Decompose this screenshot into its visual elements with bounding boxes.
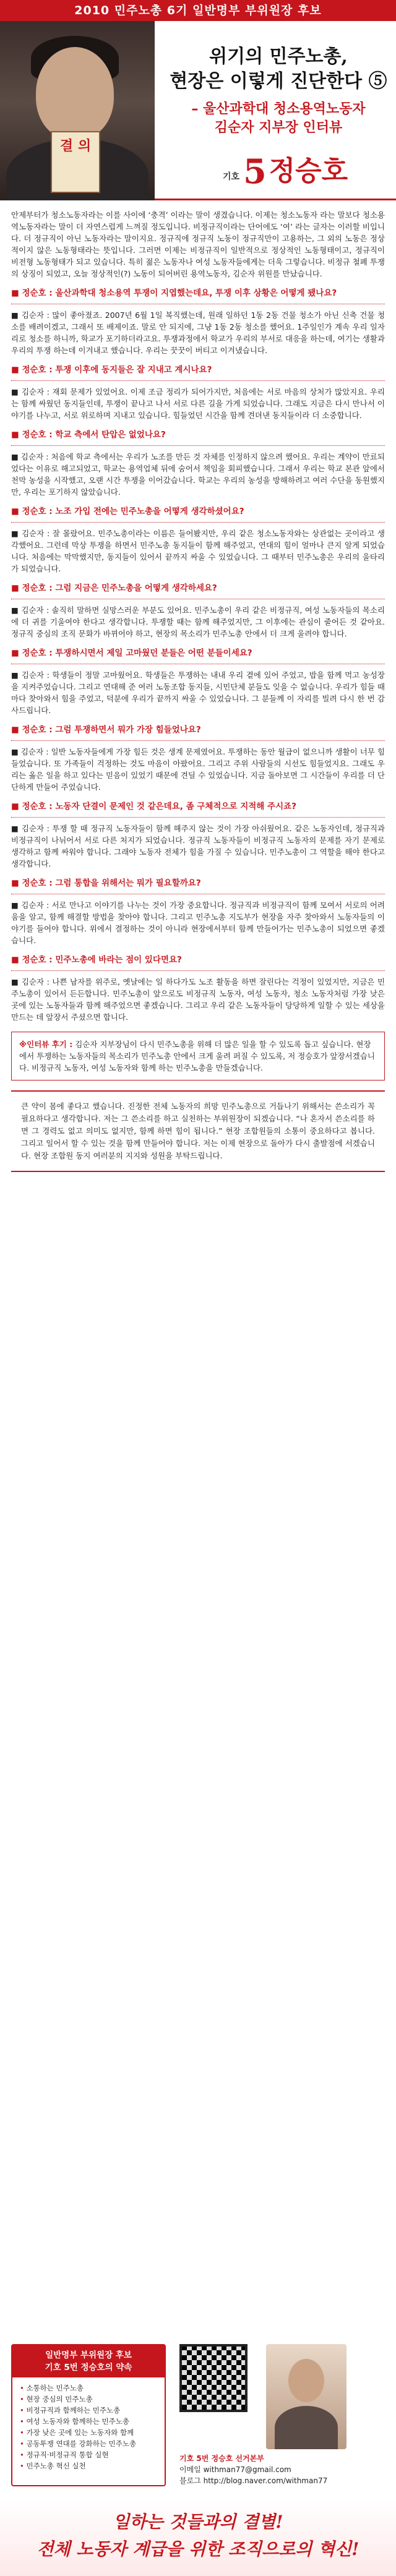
answer: ■ 김순자 : 재회 문제가 있었어요. 이제 조금 정리가 되어가지만, 처음에는 서로 마음의 상처가 많았지요. 우리는 함께 싸웠던 동지들인데, 투쟁이 끝나고 나서 서로 다른 길을 가게 되었습니다. 그래도 지금은 다시 만나서 이야기를 나누고, 서로 위로하며 지내고 있습니다. 힘들었던 시간을 함께 견뎌낸 동지들이라 더 소중합니다. — [11, 387, 385, 420]
candidate-label: 기호 — [223, 172, 240, 182]
answer: ■ 김순자 : 서로 만나고 이야기를 나누는 것이 가장 중요합니다. 정규직과 비정규직이 함께 모여서 서로의 어려움을 알고, 함께 해결할 방법을 찾아야 합니다. 그리고 민주노총 지도부가 현장을 자주 찾아와서 노동자들의 이야기를 들어야 합니다. 위에서 결정하는 것이 아니라 현장에서부터 함께 만들어가는 민주노총이 되었으면 좋겠습니다. — [11, 901, 385, 945]
divider — [11, 380, 385, 381]
candidate-name: 정승호 — [269, 155, 348, 187]
campaign-office: 기호 5번 정승호 선거본부 — [179, 2454, 264, 2463]
afterword-text: 김순자 지부장님이 다시 민주노총을 위해 더 많은 일을 할 수 있도록 돕고 싶습니다. 현장에서 투쟁하는 노동자들의 목소리가 민주노총 안에서 크게 울려 퍼질 수 있도록, 저 정승호가 앞장서겠습니다. 비정규직 노동자, 여성 노동자와 함께 하는 민주노총을 만들겠습니다. — [19, 1040, 375, 1072]
pledge-item: • 공동투쟁 연대를 강화하는 민주노총 — [20, 2438, 157, 2449]
candidate-portrait — [266, 2344, 346, 2449]
afterword-label: ※인터뷰 후기 : — [19, 1040, 73, 1049]
candidate-photo — [0, 21, 155, 200]
qa-item — [11, 582, 385, 640]
subtitle-line2: 김순자 지부장 인터뷰 — [214, 120, 343, 135]
portrait-body — [275, 2406, 338, 2449]
candidate-id — [223, 154, 348, 189]
pledge-item: • 현장 중심의 민주노총 — [20, 2394, 157, 2405]
pledge-heading — [12, 2345, 165, 2377]
answer: ■ 김순자 : 학생들이 정말 고마웠어요. 학생들은 투쟁하는 내내 우리 곁에 있어 주었고, 밥을 함께 먹고 농성장을 지켜주었습니다. 그리고 연대해 준 여러 노동조합 동지들, 시민단체 분들도 잊을 수 없습니다. 우리가 힘들 때마다 찾아와서 힘을 주었고, 덕분에 우리가 끝까지 싸울 수 있었습니다. 그 분들께 이 자리를 빌려 다시 한 번 감사드립니다. — [11, 670, 385, 715]
divider — [11, 445, 385, 446]
interview-afterword — [11, 1032, 385, 1080]
question: ■ 정순호 : 그럼 통합을 위해서는 뭐가 필요할까요? — [11, 878, 201, 888]
qa-item — [11, 287, 385, 356]
answer: ■ 김순자 : 솔직히 말하면 실망스러운 부분도 있어요. 민주노총이 우리 같은 비정규직, 여성 노동자들의 목소리에 더 귀를 기울여야 한다고 생각합니다. 투쟁할 때는 함께 해주었지만, 그 이후에는 관심이 줄어든 것 같아요. 정규직 중심의 조직 문화가 바뀌어야 하고, 현장의 목소리가 민주노총 안에서 더 크게 울려야 합니다. — [11, 605, 385, 638]
answer: ■ 김순자 : 잘 몰랐어요. 민주노총이라는 이름은 들어봤지만, 우리 같은 청소노동자와는 상관없는 곳이라고 생각했어요. 그런데 막상 투쟁을 하면서 민주노총 동지들이 함께 해주었고, 연대의 힘이 얼마나 큰지 알게 되었습니다. 처음에는 막막했지만, 동지들이 있어서 끝까지 싸울 수 있었습니다. 그 때부터 민주노총은 우리의 울타리가 되었습니다. — [11, 529, 385, 573]
email-link[interactable]: 이메일 withman77@gmail.com — [179, 2465, 291, 2474]
qa-item — [11, 954, 385, 1023]
title-line1: 위기의 민주노총, — [209, 46, 348, 67]
pledge-title-line1: 일반명부 부위원장 후보 — [45, 2350, 132, 2360]
pledge-item: • 정규직·비정규직 통합 실현 — [20, 2449, 157, 2460]
answer: ■ 김순자 : 일반 노동자들에게 가장 힘든 것은 생계 문제였어요. 투쟁하는 동안 월급이 없으니까 생활이 너무 힘들었습니다. 또 가족들이 걱정하는 것도 마음이 아팠어요. 그리고 주위 사람들의 시선도 힘들었지요. 그래도 우리는 옳은 일을 하고 있다는 믿음이 있었기 때문에 견딜 수 있었습니다. 지금 돌아보면 그 시간들이 우리를 더 단단하게 만들어 주었습니다. — [11, 747, 385, 792]
answer: ■ 김순자 : 투쟁 할 때 정규직 노동자들이 함께 해주지 않는 것이 가장 아쉬웠어요. 같은 노동자인데, 정규직과 비정규직이 나뉘어서 서로 다른 처지가 되었습니다. 정규직 노동자들이 비정규직 노동자의 문제를 자기 문제로 생각하고 함께 싸워야 합니다. 그래야 노동자 전체가 힘을 가질 수 있습니다. 민주노총이 그 역할을 해야 한다고 생각합니다. — [11, 824, 385, 868]
divider — [11, 740, 385, 741]
slogan-banner — [0, 2499, 396, 2576]
qa-item — [11, 724, 385, 793]
qa-item — [11, 647, 385, 716]
title-line2: 현장은 이렇게 진단한다 ⑤ — [170, 71, 387, 92]
pledge-item: • 여성 노동자와 함께하는 민주노총 — [20, 2416, 157, 2427]
pledge-item: • 비정규직과 함께하는 민주노총 — [20, 2405, 157, 2416]
question: ■ 정순호 : 투쟁하시면서 제일 고마웠던 분들은 어떤 분들이세요? — [11, 648, 252, 658]
question: ■ 정순호 : 민주노총에 바라는 점이 있다면요? — [11, 955, 182, 965]
slogan-line2: 전체 노동자 계급을 위한 조직으로의 혁신! — [37, 2539, 359, 2559]
slogan-line1: 일하는 것들과의 결별! — [113, 2512, 283, 2532]
contact-panel — [179, 2344, 384, 2486]
question: ■ 정순호 : 울산과학대 청소용역 투쟁이 지엽했는데요, 투쟁 이후 상황은 어떻게 됐나요? — [11, 288, 337, 298]
blog-link[interactable]: 블로그 http://blog.naver.com/withman77 — [179, 2476, 328, 2485]
question: ■ 정순호 : 노조 가입 전에는 민주노총을 어떻게 생각하셨어요? — [11, 507, 244, 516]
qa-item — [11, 800, 385, 870]
contact-info — [179, 2453, 384, 2486]
hero-title — [167, 45, 390, 137]
question: ■ 정순호 : 학교 측에서 탄압은 없었나요? — [11, 430, 166, 440]
qa-item — [11, 364, 385, 421]
photo-sign: 결 의 — [51, 131, 100, 193]
article-body — [0, 200, 396, 1172]
subtitle-line1: – 울산과학대 청소용역노동자 — [191, 101, 366, 117]
answer: ■ 김순자 : 처음에 학교 측에서는 우리가 노조를 만든 것 자체를 인정하지 않으려 했어요. 우리는 계약이 만료되었다는 이유로 해고되었고, 학교는 용역업체 뒤에 숨어서 책임을 회피했습니다. 그래서 우리는 학교 본관 앞에서 천막 농성을 시작했고, 오랜 시간 투쟁을 이어갔습니다. 학교는 우리의 농성을 방해하려고 여러 수단을 동원했지만, 우리는 포기하지 않았습니다. — [11, 452, 385, 497]
photo-face — [36, 47, 114, 140]
divider — [11, 970, 385, 971]
pledge-item: • 가장 낮은 곳에 있는 노동자와 함께 — [20, 2427, 157, 2438]
divider — [11, 817, 385, 818]
portrait-face — [288, 2359, 324, 2402]
closing-statement: 큰 약이 몸에 좋다고 했습니다. 진정한 전체 노동자의 희망 민주노총으로 거듭나기 위해서는 쓴소리가 꼭 필요하다고 생각합니다. 저는 그 쓴소리를 하고 실천하는 부위원장이 되겠습니다. “나 혼자서 쓴소리를 하면 그 경력도 없고 의미도 없지만, 함께 하면 힘이 됩니다.” 현장 조합원들의 소통이 중요하다고 봅니다. 그리고 일어서 할 수 있는 것을 함께 만들어야 합니다. 저는 이제 현장으로 돌아가 다시 출발점에 서겠습니다. 현장 조합원 동지 여러분의 지지와 성원을 부탁드립니다. — [11, 1090, 385, 1172]
qa-item — [11, 505, 385, 575]
pledge-item: • 소통하는 민주노총 — [20, 2382, 157, 2394]
campaign-banner: 2010 민주노총 6기 일반명부 부위원장 후보 — [0, 0, 396, 21]
qa-item — [11, 877, 385, 946]
hero-section — [0, 21, 396, 200]
candidate-number: 5 — [243, 152, 267, 191]
answer: ■ 김순자 : 많이 좋아졌죠. 2007년 6월 1일 복직했는데, 원래 일하던 1동 2동 건물 청소가 아닌 신축 건물 청소를 배려이겠고, 그래서 또 배제이죠. 말로 안 되지에, 그냥 1동 2동 청소를 했어요. 1주일인가 계속 우리 일자리로 청소를 하니까, 학교가 포기하더라고요. 투쟁과정에서 학교가 우리의 부서로 대응을 하는데, 여기는 생활과 우리의 투쟁 하는데 이겨내고 했습니다. 우리는 꿋꿋이 버티고 이겨냈습니다. — [11, 310, 385, 355]
pledge-list — [12, 2377, 165, 2476]
footer — [0, 2344, 396, 2576]
question: ■ 정순호 : 노동자 단결이 문제인 것 같은데요, 좀 구체적으로 지적해 주시죠? — [11, 802, 297, 811]
pledge-title-line2: 기호 5번 정승호의 약속 — [45, 2363, 132, 2373]
pledge-box — [11, 2344, 166, 2486]
pledge-item: • 민주노총 혁신 실천 — [20, 2460, 157, 2471]
question: ■ 정순호 : 투쟁 이후에 동지들은 잘 지내고 계시나요? — [11, 365, 212, 375]
intro-paragraph: 안제부터가 청소노동자라는 이를 사이에 ‘충격’ 이라는 말이 생겼습니다. 이제는 청소노동자 라는 말보다 청소용역노동자라는 말이 더 자연스럽게 느껴질 정도입니다. 비정규직이라는 단어에도 ‘여’ 라는 글자는 이러할 비입니다. 더 정규직이 아닌 노동자라는 말이지요. 정규직에 정규직 노동이 정규직만이 고용하는, 그 외의 노동은 정상적이지 않은 노동형태라는 뜻입니다. 그러면 이제는 비정규직이 일반적으로 정상적인 노동형태이고, 정규직이 비전형 노동형태가 되고 있습니다. 특히 젊은 노동자나 여성 노동자들에게는 더욱 그렇습니다. 비정규 철폐 투쟁의 상징이 되었고, 오늘 정상적인(?) 노동이 되어버린 용역노동자, 김순자 위원를 만났습니다. — [11, 210, 385, 278]
answer: ■ 김순자 : 나쁜 남자를 위주로, 옛날에는 일 하다가도 노조 활동을 하면 잘린다는 걱정이 있었지만, 지금은 민주노총이 있어서 든든합니다. 민주노총이 앞으로도 비정규직 노동자, 여성 노동자, 청소 노동자처럼 가장 낮은 곳에 있는 노동자들과 함께 해주었으면 좋겠습니다. 그리고 우리 같은 노동자들이 당당하게 일할 수 있는 세상을 만드는 데 앞장서 주셨으면 합니다. — [11, 977, 385, 1022]
qa-item — [11, 429, 385, 498]
divider — [11, 522, 385, 523]
question: ■ 정순호 : 그럼 투쟁하면서 뭐가 가장 힘들었나요? — [11, 725, 201, 735]
qr-code-icon[interactable] — [179, 2344, 248, 2412]
question: ■ 정순호 : 그럼 지금은 민주노총을 어떻게 생각하세요? — [11, 583, 217, 593]
